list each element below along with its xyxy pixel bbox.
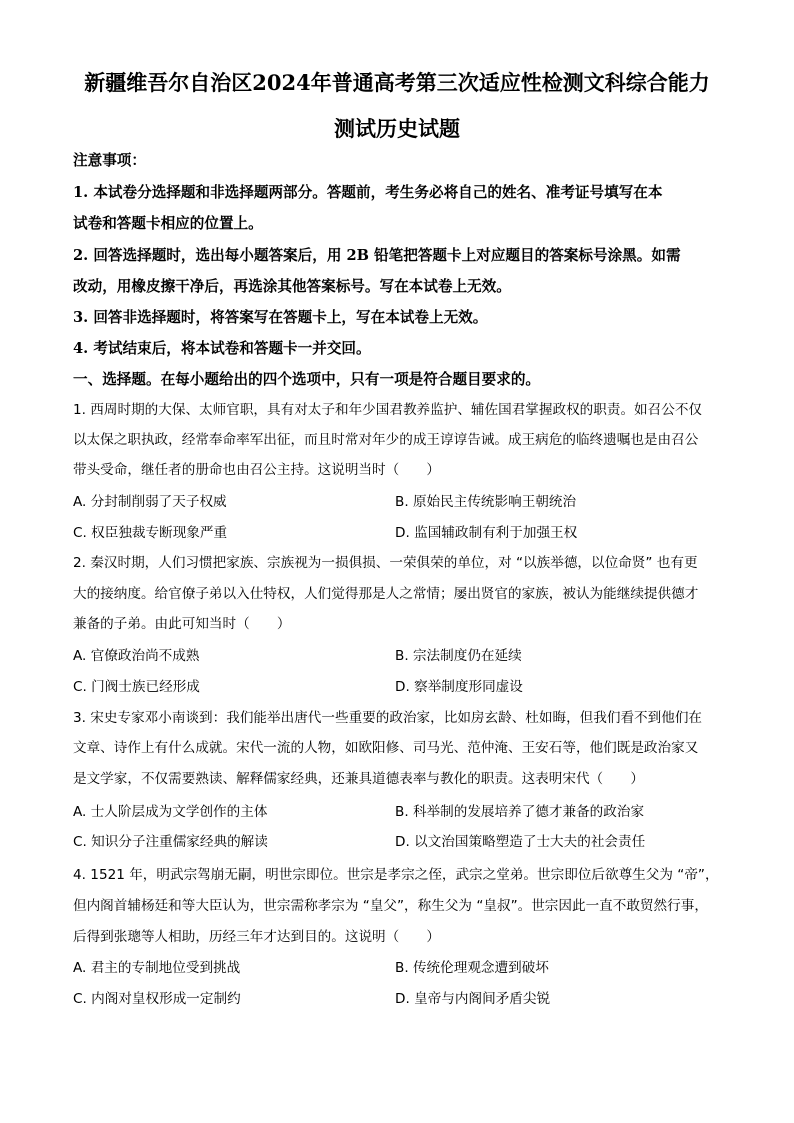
exam-title-line1: 新疆维吾尔自治区2024年普通高考第三次适应性检测文科综合能力 bbox=[84, 70, 710, 95]
notice-item-2-line2: 改动，用橡皮擦干净后，再选涂其他答案标号。写在本试卷上无效。 bbox=[73, 278, 511, 295]
question-3-stem-line2: 文章、诗作上有什么成就。宋代一流的人物，如欧阳修、司马光、范仲淹、王安石等，他们既是政治家又 bbox=[73, 740, 699, 756]
question-1-stem-line1: 1. 西周时期的大保、太师官职，具有对太子和年少国君教养监护、辅佐国君掌握政权的职责。如召公不仅 bbox=[73, 402, 703, 418]
question-3-option-c: C. 知识分子注重儒家经典的解读 bbox=[73, 834, 268, 850]
question-3-stem-line3: 是文学家，不仅需要熟读、解释儒家经典，还兼具道德表率与教化的职责。这表明宋代（ ） bbox=[73, 771, 644, 787]
notice-item-1-line1: 1. 本试卷分选择题和非选择题两部分。答题前，考生务必将自己的姓名、准考证号填写在本 bbox=[73, 184, 663, 201]
question-1-option-d: D. 监国辅政制有利于加强王权 bbox=[395, 525, 578, 541]
notice-item-1-line2: 试卷和答题卡相应的位置上。 bbox=[73, 215, 263, 232]
question-4-option-b: B. 传统伦理观念遭到破坏 bbox=[395, 960, 549, 976]
question-1-option-a: A. 分封制削弱了天子权威 bbox=[73, 494, 227, 510]
question-3-option-a: A. 士人阶层成为文学创作的主体 bbox=[73, 804, 268, 820]
exam-title-line2: 测试历史试题 bbox=[334, 116, 460, 141]
question-2-option-b: B. 宗法制度仍在延续 bbox=[395, 648, 522, 664]
question-4-stem-line2: 但内阁首辅杨廷和等大臣认为，世宗需称孝宗为 “皇父”，称生父为 “皇叔”。世宗因此一直不敢贸然行事， bbox=[73, 898, 708, 914]
question-2-stem-line2: 大的接纳度。给官僚子弟以入仕特权，人们觉得那是人之常情；屡出贤官的家族，被认为能继续提供德才 bbox=[73, 586, 699, 602]
question-2-option-a: A. 官僚政治尚不成熟 bbox=[73, 648, 200, 664]
question-1-stem-line3: 带头受命，继任者的册命也由召公主持。这说明当时（ ） bbox=[73, 462, 441, 478]
notice-item-3: 3. 回答非选择题时，将答案写在答题卡上，写在本试卷上无效。 bbox=[73, 309, 488, 326]
question-2-option-d: D. 察举制度形同虚设 bbox=[395, 679, 523, 695]
question-1-stem-line2: 以太保之职执政，经常奉命率军出征，而且时常对年少的成王谆谆告诫。成王病危的临终遗嘱也是由召公 bbox=[73, 432, 699, 448]
question-4-option-a: A. 君主的专制地位受到挑战 bbox=[73, 960, 241, 976]
question-3-option-b: B. 科举制的发展培养了德才兼备的政治家 bbox=[395, 804, 645, 820]
notice-item-4: 4. 考试结束后，将本试卷和答题卡一并交回。 bbox=[73, 340, 371, 357]
question-3-stem-line1: 3. 宋史专家邓小南谈到：我们能举出唐代一些重要的政治家，比如房玄龄、杜如晦，但我们看不到他们在 bbox=[73, 710, 703, 726]
question-1-option-b: B. 原始民主传统影响王朝统治 bbox=[395, 494, 577, 510]
question-3-option-d: D. 以文治国策略塑造了士大夫的社会责任 bbox=[395, 834, 646, 850]
notice-item-2-line1: 2. 回答选择题时，选出每小题答案后，用 2B 铅笔把答题卡上对应题目的答案标号涂黑。如需 bbox=[73, 247, 681, 264]
question-4-stem-line3: 后得到张璁等人相助，历经三年才达到目的。这说明（ ） bbox=[73, 929, 441, 945]
question-1-option-c: C. 权臣独裁专断现象严重 bbox=[73, 525, 228, 541]
question-4-option-d: D. 皇帝与内阁间矛盾尖锐 bbox=[395, 991, 551, 1007]
question-2-option-c: C. 门阀士族已经形成 bbox=[73, 679, 200, 695]
section-heading: 一、选择题。在每小题给出的四个选项中，只有一项是符合题目要求的。 bbox=[73, 371, 541, 388]
question-4-option-c: C. 内阁对皇权形成一定制约 bbox=[73, 991, 241, 1007]
question-2-stem-line3: 兼备的子弟。由此可知当时（ ） bbox=[73, 616, 291, 632]
question-2-stem-line1: 2. 秦汉时期，人们习惯把家族、宗族视为一损俱损、一荣俱荣的单位，对 “以族举德，以位命贤” 也有更 bbox=[73, 555, 698, 571]
notice-heading: 注意事项： bbox=[73, 152, 146, 169]
question-4-stem-line1: 4. 1521 年，明武宗驾崩无嗣，明世宗即位。世宗是孝宗之侄，武宗之堂弟。世宗即位后欲尊生父为 “帝”， bbox=[73, 867, 719, 883]
